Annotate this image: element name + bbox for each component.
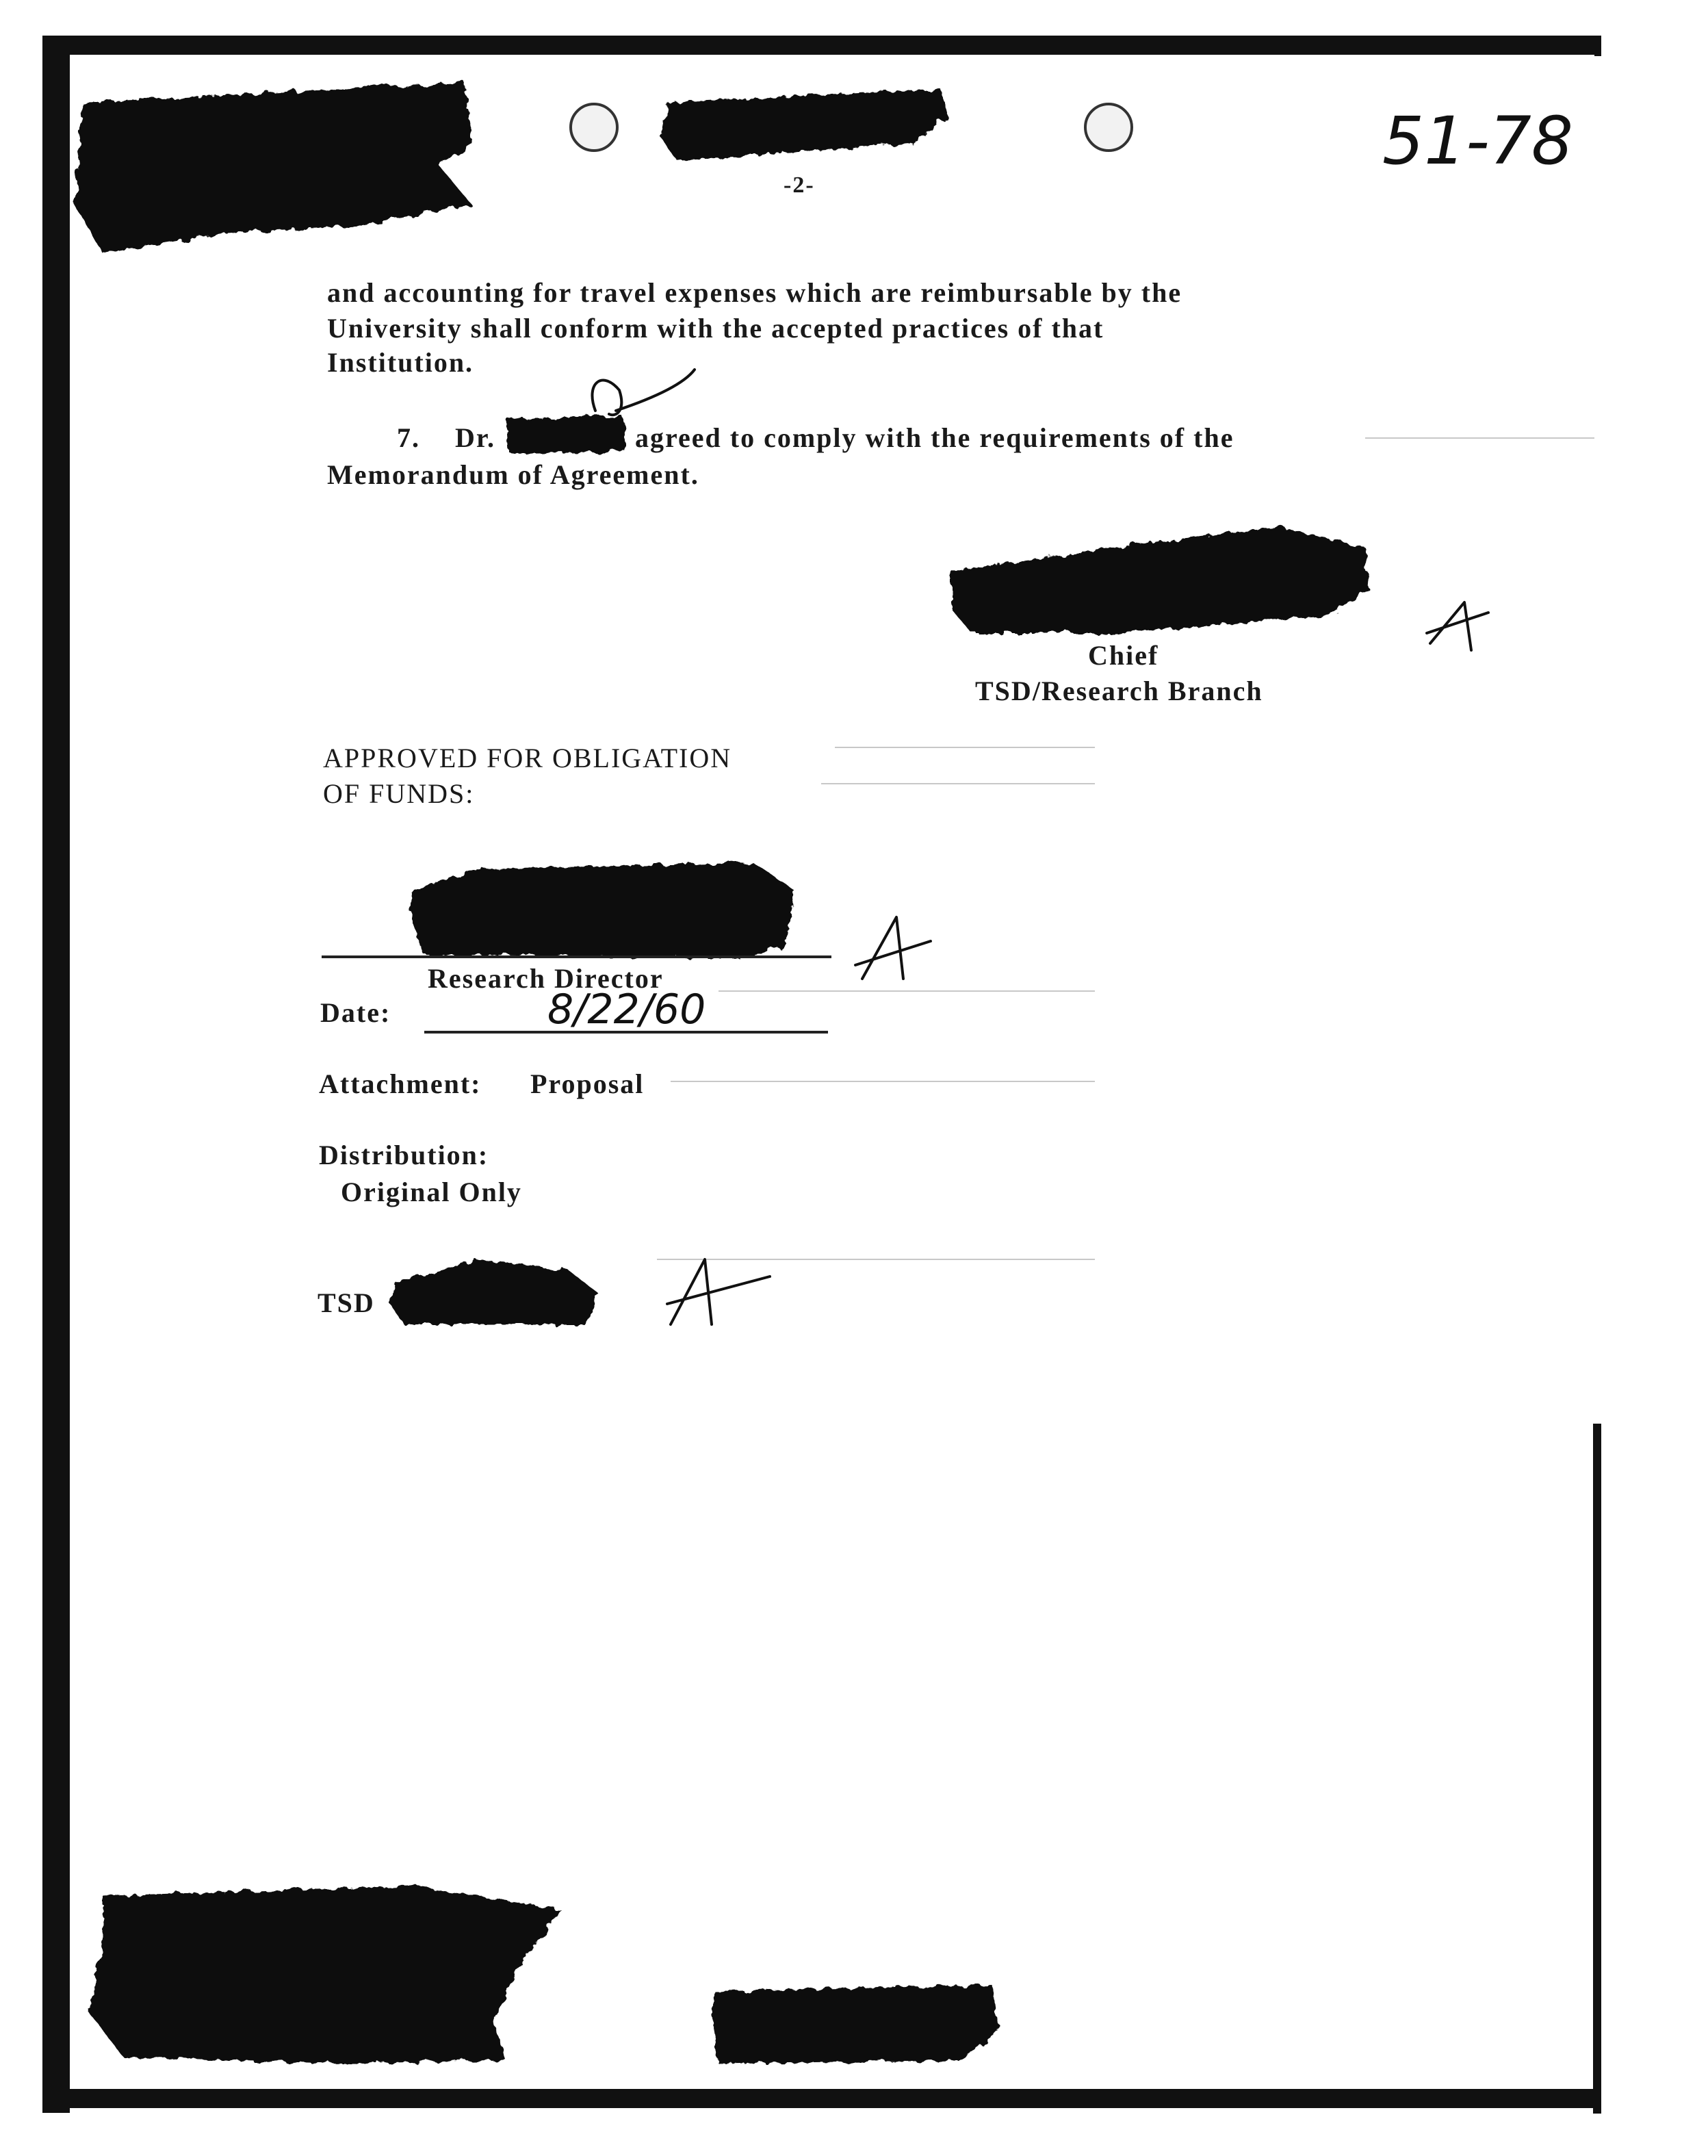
initials-director (855, 917, 931, 979)
redaction-top-left (75, 82, 472, 253)
redaction-top-center (660, 89, 948, 161)
para7-number: 7. (397, 422, 420, 453)
redaction-dr-name (508, 416, 626, 453)
handwritten-mark-para7 (592, 370, 695, 415)
para7-dr: Dr. (455, 422, 495, 453)
director-title: Research Director (428, 963, 664, 994)
attachment-value: Proposal (530, 1068, 645, 1099)
attachment-label: Attachment: (319, 1068, 482, 1099)
redaction-director-signature (411, 862, 794, 958)
right-scan-border (1593, 1424, 1601, 2114)
top-scan-border (42, 36, 1601, 55)
tsd-code: TSD (318, 1287, 375, 1318)
date-value: 8/22/60 (547, 986, 706, 1034)
redaction-tsd-code (390, 1259, 599, 1324)
para7-text: agreed to comply with the requirements of the (635, 422, 1234, 453)
chief-title: Chief (1088, 640, 1159, 671)
initials-chief (1427, 602, 1488, 650)
approval-heading-1: APPROVED FOR OBLIGATION (323, 743, 732, 773)
punch-hole-right (1085, 104, 1132, 151)
para-line-2: University shall conform with the accepted practices of that (327, 313, 1104, 344)
date-label: Date: (320, 997, 391, 1028)
bottom-scan-border (42, 2089, 1601, 2108)
para7-line-2: Memorandum of Agreement. (327, 459, 699, 490)
distribution-label: Distribution: (319, 1140, 489, 1170)
punch-hole-left (571, 104, 617, 151)
chief-unit: TSD/Research Branch (975, 676, 1263, 706)
left-scan-border (42, 36, 70, 2113)
para-line-3: Institution. (327, 347, 474, 378)
redaction-chief-signature (951, 527, 1369, 633)
right-scan-border-top (1594, 36, 1601, 56)
handwritten-reference-number: 51-78 (1382, 103, 1573, 179)
approval-heading-2: OF FUNDS: (323, 778, 475, 809)
para-line-1: and accounting for travel expenses which are reimbursable by the (327, 277, 1182, 308)
page-number: -2- (784, 172, 815, 198)
distribution-value: Original Only (341, 1177, 522, 1207)
redaction-bottom-center (712, 1985, 999, 2064)
initials-tsd (667, 1259, 770, 1324)
redaction-bottom-left (89, 1886, 561, 2064)
